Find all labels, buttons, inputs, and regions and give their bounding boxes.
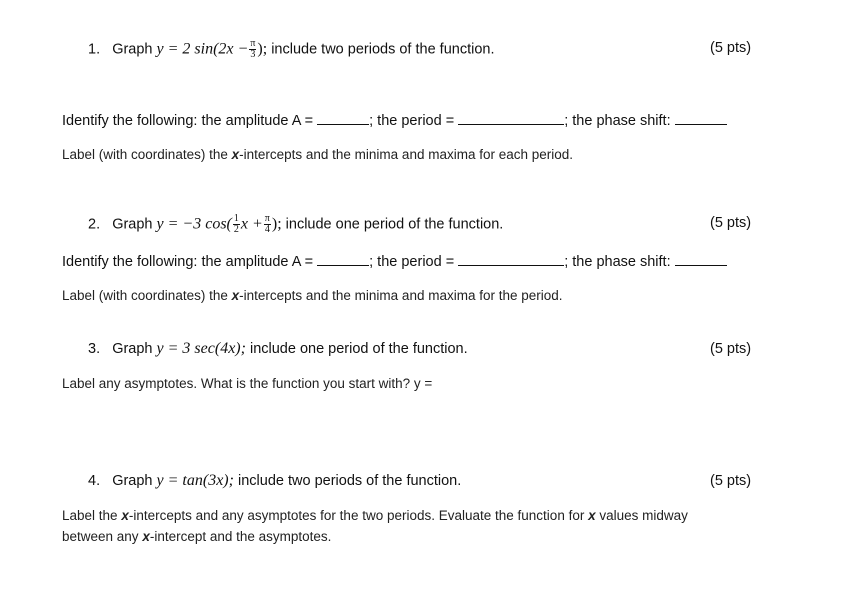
q2-identify-line [62,253,727,271]
q2-heading [88,214,503,235]
q1-instruction: include two periods of the function. [271,41,495,58]
q1-fraction: $\frac{\pi}{3}$ [250,38,256,60]
q2-period-blank[interactable] [458,253,564,266]
q4-label-line-1 [62,507,688,525]
q4-graph-word: Graph [112,473,153,489]
q4-label-text-b: -intercepts and any asymptotes for the two periods. Evaluate the function for [128,508,589,523]
q2-graph-word: Graph [112,216,153,233]
q2-label-text-b: -intercepts and the minima and maxima for the period. [239,288,563,303]
q1-graph-word: Graph [112,41,153,58]
q4-label-text-c: values midway [595,508,688,523]
q2-phase-blank[interactable] [675,253,727,266]
q1-identify-period: ; the period = [369,113,459,129]
q1-label-line [62,146,573,164]
q1-label-text-b: -intercepts and the minima and maxima for each period. [239,147,574,162]
q1-equation-right: ); [257,40,268,58]
q2-label-line [62,287,563,305]
q4-label-line-2 [62,528,331,546]
q4-label-x3: x [142,529,150,544]
q4-equation: y = tan(3x); [156,472,234,489]
q1-amplitude-blank[interactable] [317,112,369,125]
q2-instruction: include one period of the function. [285,216,504,233]
q3-label-line: Label any asymptotes. What is the function you start with? y = [62,376,433,391]
q1-heading [88,39,494,60]
q4-points: (5 pts) [710,473,752,489]
q3-points: (5 pts) [710,341,752,357]
q2-label-x: x [231,288,240,303]
q3-graph-word: Graph [112,341,153,357]
q1-equation-left: y = 2 sin(2x − [156,40,249,58]
q4-instruction: include two periods of the function. [238,473,462,489]
q2-identify-period: ; the period = [369,254,459,270]
q2-equation-right: ); [271,215,282,233]
q2-equation-mid: x + [240,215,263,233]
q3-equation: y = 3 sec(4x); [156,340,246,357]
q2-fraction-2: $\frac{\pi}{4}$ [264,213,270,235]
q1-identify-phase: ; the phase shift: [564,113,675,129]
q2-identify-amplitude: Identify the following: the amplitude A = [62,254,318,270]
q1-period-blank[interactable] [458,112,564,125]
q4-heading [88,472,461,490]
q4-number: 4. [88,473,101,489]
q2-points: (5 pts) [710,215,752,231]
q1-number: 1. [88,41,101,58]
q4-label-text-d-a: between any [62,529,143,544]
q3-heading [88,340,468,358]
q2-fraction-1: $\frac{1}{2}$ [233,213,239,235]
q1-identify-line [62,112,727,130]
q2-number: 2. [88,216,101,233]
q4-label-x2: x [588,508,596,523]
q2-identify-phase: ; the phase shift: [564,254,675,270]
q4-label-text-a: Label the [62,508,122,523]
q1-phase-blank[interactable] [675,112,727,125]
q1-label-x: x [231,147,240,162]
q4-label-text-d-b: -intercept and the asymptotes. [149,529,332,544]
q2-amplitude-blank[interactable] [317,253,369,266]
q1-identify-amplitude: Identify the following: the amplitude A = [62,113,318,129]
q2-label-text-a: Label (with coordinates) the [62,288,232,303]
q2-equation-left: y = −3 cos( [156,215,232,233]
q3-number: 3. [88,341,101,357]
q4-label-x: x [121,508,129,523]
q1-label-text-a: Label (with coordinates) the [62,147,232,162]
q3-instruction: include one period of the function. [249,341,468,357]
q1-points: (5 pts) [710,40,752,56]
